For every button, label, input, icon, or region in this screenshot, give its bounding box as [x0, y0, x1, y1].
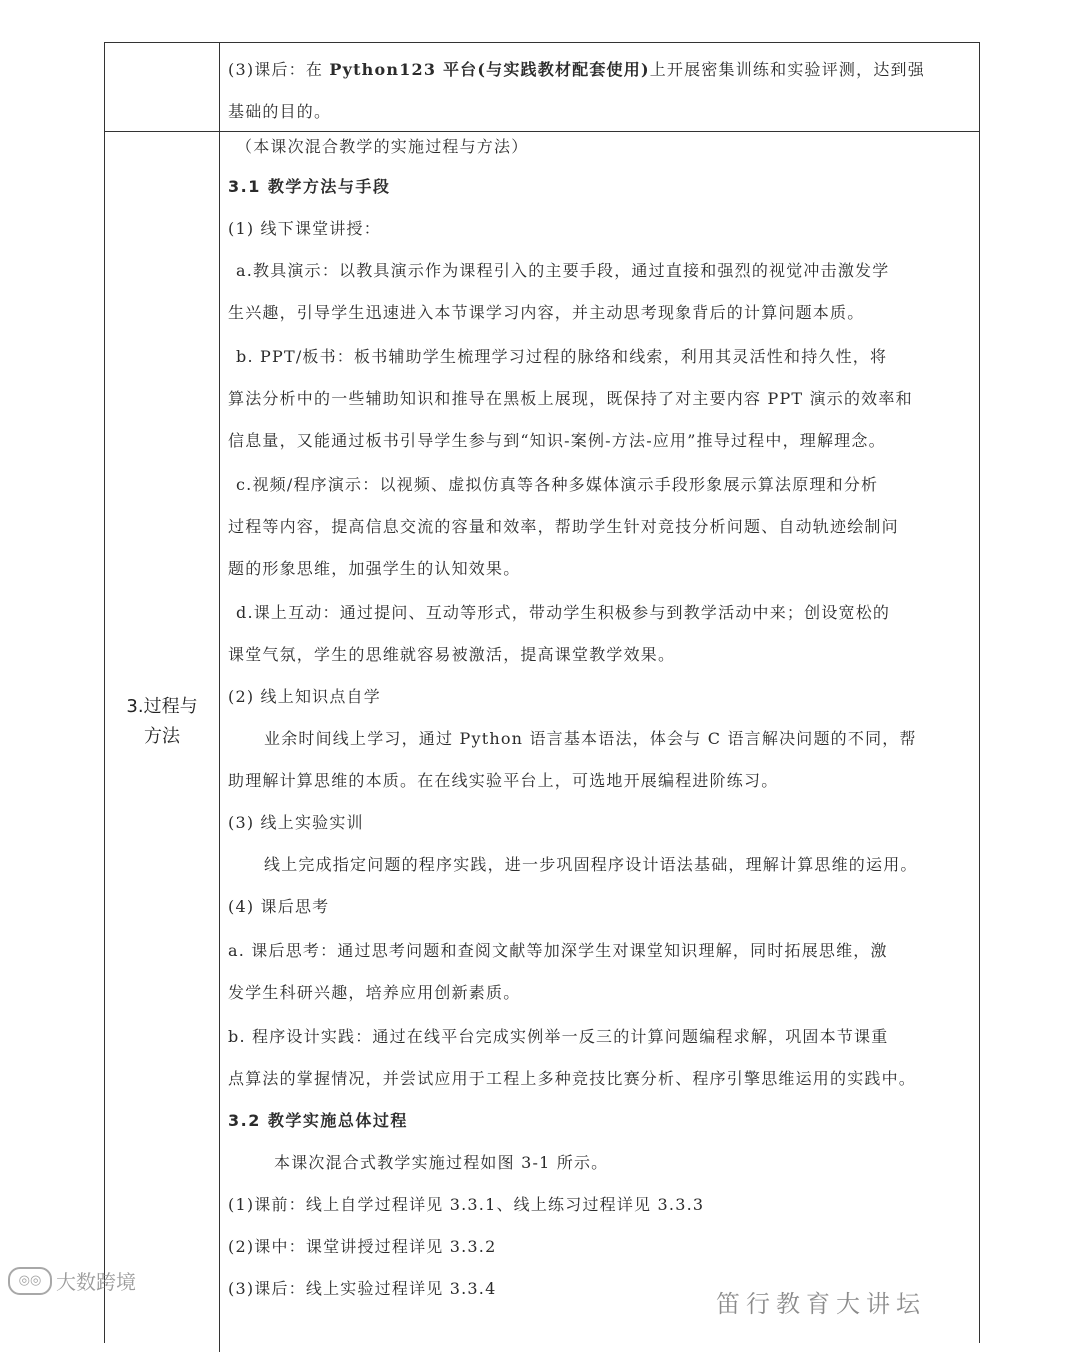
after-class-line-2: 基础的目的。	[228, 102, 332, 121]
watermark-right	[716, 1284, 976, 1318]
para-c-line-1: c.视频/程序演示：以视频、虚拟仿真等各种多媒体演示手段形象展示算法原理和分析	[236, 475, 879, 494]
row-label-process-methods	[105, 692, 219, 752]
para-a-line-1: a.教具演示：以教具演示作为课程引入的主要手段，通过直接和强烈的视觉冲击激发学	[236, 261, 890, 280]
item-offline-lecture: (1) 线下课堂讲授：	[228, 219, 381, 238]
heading-3-2: 3.2 教学实施总体过程	[228, 1111, 408, 1130]
table-row-process-methods	[105, 132, 979, 1352]
para-thinking-line-2: 发学生科研兴趣，培养应用创新素质。	[228, 983, 521, 1002]
para-a-line-2: 生兴趣，引导学生迅速进入本节课学习内容，并主动思考现象背后的计算问题本质。	[228, 303, 865, 322]
para-self-study-line-1: 业余时间线上学习，通过 Python 语言基本语法，体会与 C 语言解决问题的不同，帮	[264, 729, 917, 748]
after-class-suffix: 上开展密集训练和实验评测，达到强	[649, 60, 925, 79]
item-online-self-study: (2) 线上知识点自学	[228, 687, 381, 706]
after-class-line-1	[228, 57, 973, 80]
para-b-line-2: 算法分析中的一些辅助知识和推导在黑板上展现，既保持了对主要内容 PPT 演示的效率和	[228, 389, 913, 408]
para-d-line-1: d.课上互动：通过提问、互动等形式，带动学生积极参与到教学活动中来；创设宽松的	[236, 603, 891, 622]
watermark-right-text: 笛行教育大讲坛	[716, 1290, 926, 1318]
para-c-line-2: 过程等内容，提高信息交流的容量和效率，帮助学生针对竞技分析问题、自动轨迹绘制问	[228, 517, 899, 536]
row-label-cell	[105, 132, 220, 1352]
step-after-class: (3)课后：线上实验过程详见 3.3.4	[228, 1279, 497, 1298]
para-b-line-1: b. PPT/板书：板书辅助学生梳理学习过程的脉络和线索，利用其灵活性和持久性，将	[236, 347, 888, 366]
row-content-cell-process	[220, 132, 979, 1352]
para-thinking-line-1: a. 课后思考：通过思考问题和查阅文献等加深学生对课堂知识理解，同时拓展思维，激	[228, 941, 888, 960]
watermark-left-text: 大数跨境	[56, 1270, 136, 1294]
table-row-after-class	[105, 43, 979, 132]
watermark-logo-icon: ◎◎	[8, 1267, 52, 1295]
para-online-lab: 线上完成指定问题的程序实践，进一步巩固程序设计语法基础，理解计算思维的运用。	[264, 855, 918, 874]
section-intro: （本课次混合教学的实施过程与方法）	[236, 137, 529, 156]
para-practice-line-2: 点算法的掌握情况，并尝试应用于工程上多种竞技比赛分析、程序引擎思维运用的实践中。	[228, 1069, 917, 1088]
after-class-prefix: (3)课后：在	[228, 60, 330, 79]
para-d-line-2: 课堂气氛，学生的思维就容易被激活，提高课堂教学效果。	[228, 645, 676, 664]
platform-name: Python123 平台(与实践教材配套使用)	[329, 60, 650, 79]
heading-3-1: 3.1 教学方法与手段	[228, 177, 391, 196]
para-c-line-3: 题的形象思维，加强学生的认知效果。	[228, 559, 521, 578]
para-b-line-3: 信息量，又能通过板书引导学生参与到“知识-案例-方法-应用”推导过程中，理解理念。	[228, 431, 886, 450]
row-label-line-2: 方法	[144, 726, 180, 747]
lesson-plan-table	[104, 42, 980, 1343]
para-practice-line-1: b. 程序设计实践：通过在线平台完成实例举一反三的计算问题编程求解，巩固本节课重	[228, 1027, 889, 1046]
step-before-class: (1)课前：线上自学过程详见 3.3.1、线上练习过程详见 3.3.3	[228, 1195, 705, 1214]
watermark-left	[8, 1266, 136, 1295]
step-in-class: (2)课中：课堂讲授过程详见 3.3.2	[228, 1237, 497, 1256]
row-label-cell-empty	[105, 43, 220, 131]
para-self-study-line-2: 助理解计算思维的本质。在在线实验平台上，可选地开展编程进阶练习。	[228, 771, 779, 790]
item-after-class-thinking: (4) 课后思考	[228, 897, 330, 916]
row-content-cell	[220, 43, 979, 131]
row-label-line-1: 3.过程与	[126, 696, 198, 717]
item-online-lab: (3) 线上实验实训	[228, 813, 364, 832]
para-overall-process: 本课次混合式教学实施过程如图 3-1 所示。	[274, 1153, 609, 1172]
